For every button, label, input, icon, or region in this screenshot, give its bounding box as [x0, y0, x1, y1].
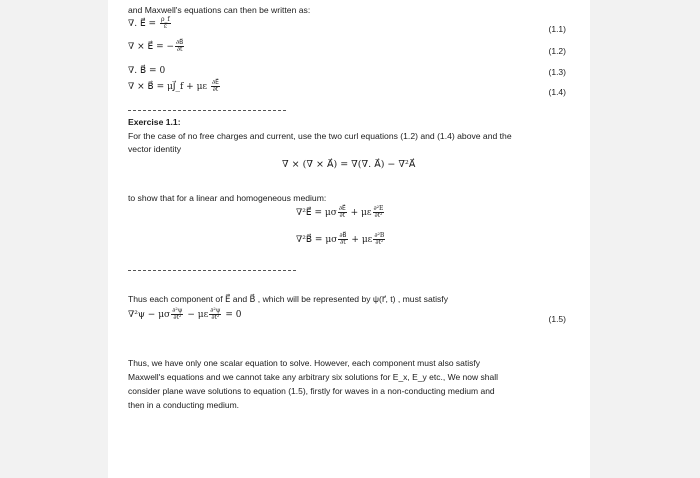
wave-equation-e-numerator-1: ∂E⃗ — [338, 205, 346, 212]
wave-equation-e-mid: + με — [350, 208, 372, 218]
exercise-title: Exercise 1.1: — [128, 117, 181, 127]
equation-1-3: ∇. B⃗ = 0 — [128, 66, 166, 76]
scalar-wave-equation-denominator-2: ∂t² — [211, 314, 220, 321]
equation-1-4-numerator: ∂E⃗ — [211, 79, 219, 86]
exercise-text-line-2: vector identity — [128, 144, 182, 154]
scalar-wave-equation-mid: − με — [187, 310, 209, 320]
scalar-wave-equation-denominator-1: ∂t² — [173, 314, 182, 321]
wave-equation-e-denominator-1: ∂t — [339, 212, 346, 219]
wave-equation-b-numerator-1: ∂B⃗ — [339, 232, 347, 239]
exercise-text-line-1: For the case of no free charges and current, use the two curl equations (1.2) and (1.4) above and the — [128, 131, 512, 141]
equation-1-2-numerator: ∂B⃗ — [176, 39, 184, 46]
wave-equation-b-mid: + με — [351, 235, 373, 245]
equation-1-1-numerator: ρ_f — [160, 16, 170, 23]
closing-line-3: consider plane wave solutions to equation (1.5), firstly for waves in a non-conducting medium and — [128, 386, 495, 396]
divider — [128, 110, 286, 111]
vector-identity: ∇ × (∇ × A⃗) = ∇(∇. A⃗) − ∇²A⃗ — [282, 159, 416, 170]
equation-1-1-denominator: ε — [163, 23, 167, 30]
scalar-wave-equation-rhs: = 0 — [225, 310, 242, 320]
closing-line-2: Maxwell's equations and we cannot take any arbitrary six solutions for E_x, E_y etc., We now shall — [128, 372, 498, 382]
equation-1-3-tag: (1.3) — [548, 67, 566, 77]
equation-1-4 — [128, 80, 221, 93]
intro-text: and Maxwell's equations can then be written as: — [128, 5, 311, 15]
scalar-wave-equation-numerator-2: ∂²ψ — [210, 307, 221, 314]
equation-1-2-tag: (1.2) — [548, 46, 566, 56]
wave-equation-e-numerator-2: ∂²E — [373, 205, 384, 212]
equation-1-4-lhs: ∇ × B⃗ = μJ⃗_f + με — [128, 82, 210, 92]
wave-equation-e — [296, 206, 385, 219]
component-text: Thus each component of E⃗ and B⃗ , which will be represented by ψ(r⃗, t) , must satisfy — [128, 294, 448, 304]
document-page — [108, 0, 590, 478]
closing-paragraph — [128, 356, 573, 412]
closing-line-4: then in a conducting medium. — [128, 400, 240, 410]
scalar-wave-equation-numerator-1: ∂²ψ — [172, 307, 183, 314]
wave-equation-b-denominator-1: ∂t — [340, 239, 346, 246]
divider — [128, 270, 296, 271]
wave-equation-e-denominator-2: ∂t² — [374, 212, 383, 219]
equation-1-4-tag: (1.4) — [548, 87, 566, 97]
equation-1-4-denominator: ∂t — [212, 86, 219, 93]
wave-equation-b-denominator-2: ∂t² — [375, 239, 384, 246]
wave-equation-e-lhs: ∇²E⃗ = μσ — [296, 208, 337, 218]
equation-1-2 — [128, 40, 185, 53]
wave-equation-b-lhs: ∇²B⃗ = μσ — [296, 235, 338, 245]
equation-1-2-lhs: ∇ × E⃗ = − — [128, 42, 175, 52]
equation-1-1-lhs: ∇. E⃗ = — [128, 19, 159, 29]
scalar-wave-equation — [128, 308, 241, 321]
equation-1-1 — [128, 17, 172, 30]
wave-equation-b-numerator-2: ∂²B — [374, 232, 385, 239]
wave-equation-b — [296, 233, 386, 246]
equation-1-2-denominator: ∂t — [176, 46, 183, 53]
equation-1-1-tag: (1.1) — [548, 24, 566, 34]
equation-1-5-tag: (1.5) — [548, 314, 566, 324]
scalar-wave-equation-lhs: ∇²ψ − μσ — [128, 310, 171, 320]
show-text: to show that for a linear and homogeneous medium: — [128, 193, 327, 203]
closing-line-1: Thus, we have only one scalar equation to solve. However, each component must also satisfy — [128, 358, 480, 368]
